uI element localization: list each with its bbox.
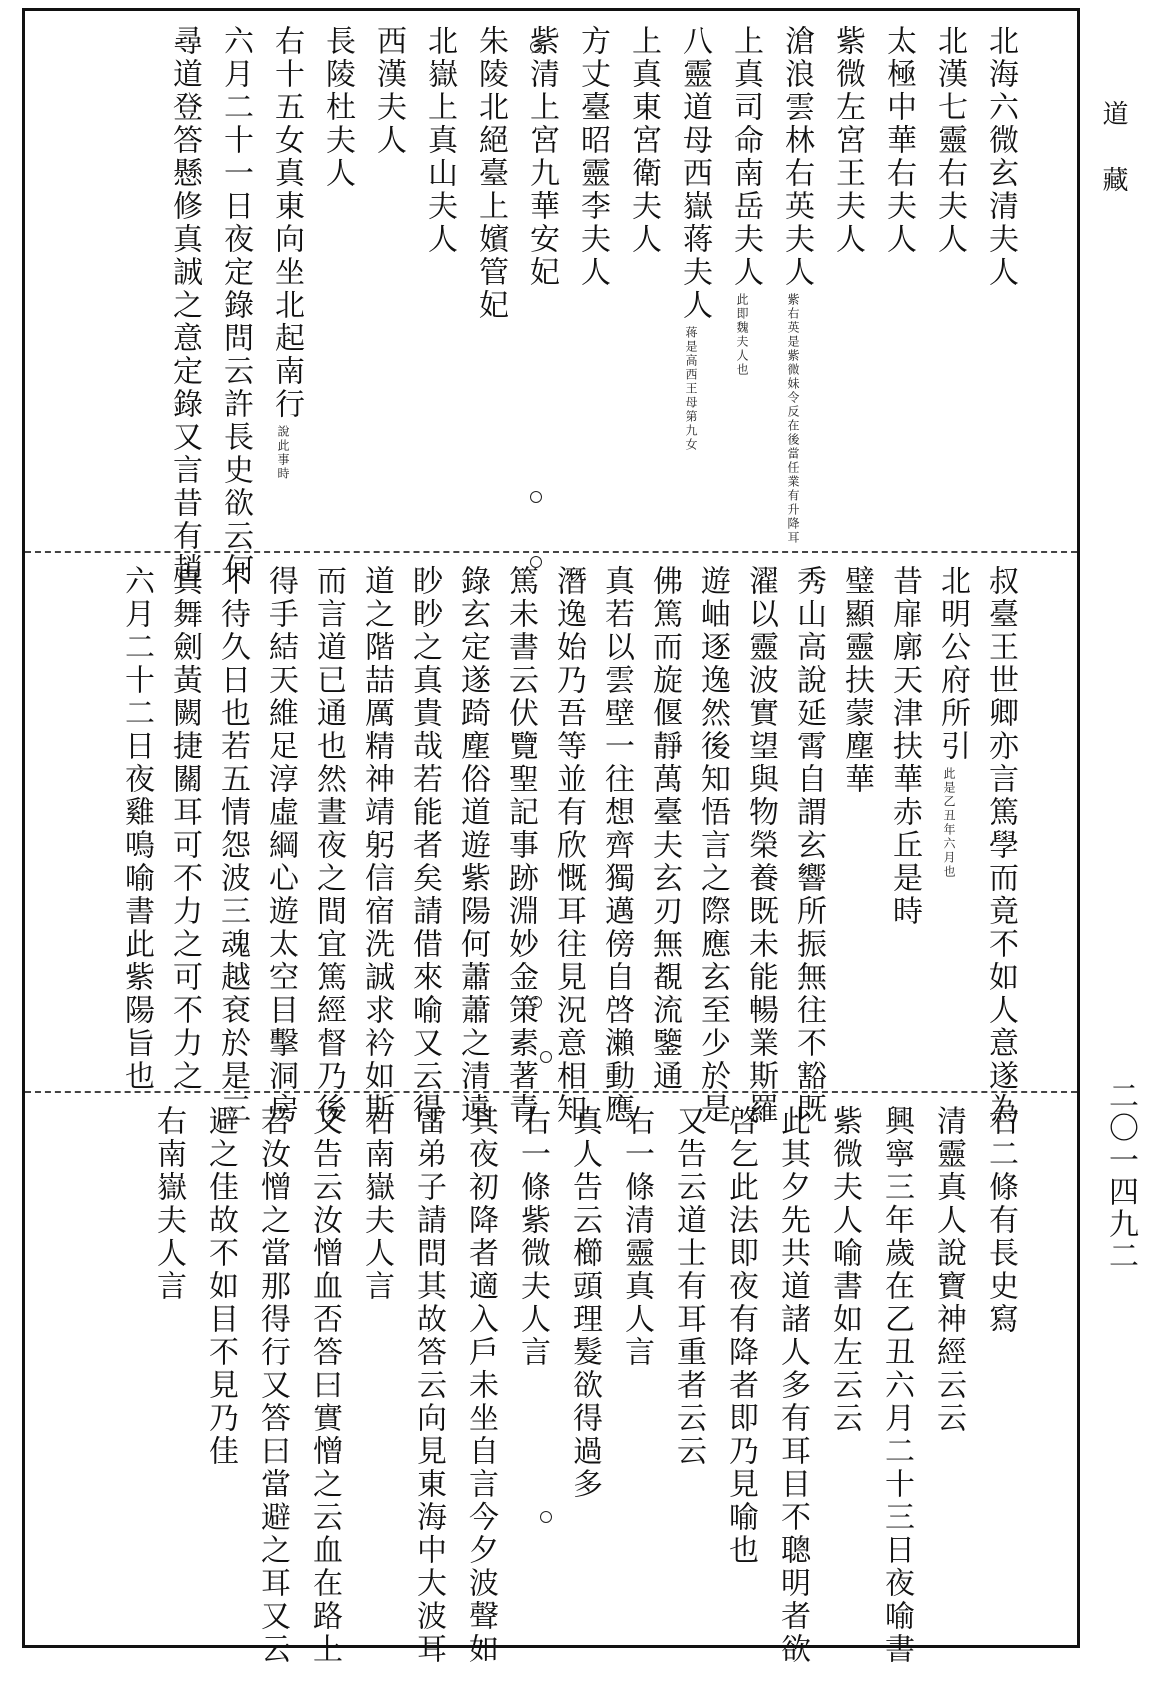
text-column: 太極中華右夫人 xyxy=(881,25,916,256)
text-column: 不待久日也若五情怨波三魂越袞於是三 xyxy=(215,565,250,1126)
text-column: 尋道登答懸修真誠之意定錄又言昔有趙 xyxy=(167,25,202,586)
text-column: 右南嶽夫人言 xyxy=(151,1105,186,1303)
text-column: 右南嶽夫人言 xyxy=(359,1105,394,1303)
text-column: 清靈真人說寶神經云云 xyxy=(931,1105,966,1435)
text-column: 六月二十二日夜雞鳴喻書此紫陽旨也 xyxy=(119,565,154,1093)
collection-title: 道藏 xyxy=(1098,100,1128,232)
text-column: 紫清上宮九華安妃 xyxy=(524,25,559,289)
text-band-bottom xyxy=(25,1091,1077,1666)
text-column: 濯以靈波實望與物榮養既未能暢業斯羅 xyxy=(743,565,778,1126)
text-column: 又告云道士有耳重者云云 xyxy=(671,1105,706,1468)
page-frame xyxy=(22,8,1080,1666)
annotation-note: 此是乙丑年六月也 xyxy=(942,767,956,879)
text-column: 北嶽上真山夫人 xyxy=(422,25,457,256)
text-column: 真人告云櫛頭理髮欲得過多 xyxy=(567,1105,602,1501)
text-column: 西漢夫人 xyxy=(371,25,406,157)
text-column: 璧顯靈扶蒙塵華 xyxy=(839,565,874,796)
punctuation-circle xyxy=(540,1051,552,1063)
text-column: 長陵杜夫人 xyxy=(320,25,355,190)
text-column: 昔扉廓天津扶華赤丘是時 xyxy=(887,565,922,928)
annotation-note: 紫右英是紫微妹令反在後當任業有升降耳 xyxy=(786,293,800,545)
annotation-note: 此即魏夫人也 xyxy=(735,293,749,377)
text-column: 潛逸始乃吾等並有欣慨耳往見況意相知 xyxy=(551,565,586,1126)
text-column: 又告云汝憎血否答曰實憎之云血在路上 xyxy=(307,1105,342,1666)
text-column: 其夜初降者適入戶未坐自言今夕波聲如 xyxy=(463,1105,498,1666)
text-column: 錄玄定遂踦塵俗道遊紫陽何蕭蕭之清遠 xyxy=(455,565,490,1126)
text-column: 而言道已通也然晝夜之間宜篤經督乃後 xyxy=(311,565,346,1126)
text-column: 右一條清靈真人言 xyxy=(619,1105,654,1369)
text-column: 啓乞此法即夜有降者即乃見喻也 xyxy=(723,1105,758,1567)
text-column: 道之階喆厲精神靖躬信宿洗誠求衿如斯 xyxy=(359,565,394,1126)
text-column: 此其夕先共道諸人多有耳目不聰明者欲 xyxy=(775,1105,810,1666)
text-column: 避之佳故不如目不見乃佳 xyxy=(203,1105,238,1468)
text-column: 秀山高說延霄自謂玄響所振無往不豁既 xyxy=(791,565,826,1126)
text-column: 上真東宮衛夫人 xyxy=(626,25,661,256)
text-column: 滄浪雲林右英夫人 xyxy=(779,25,814,289)
punctuation-circle xyxy=(540,1511,552,1523)
text-column: 雷弟子請問其故答云向見東海中大波耳 xyxy=(411,1105,446,1666)
text-column: 右十五女真東向坐北起南行 xyxy=(269,25,304,421)
text-column: 北漢七靈右夫人 xyxy=(932,25,967,256)
text-column: 方丈臺昭靈李夫人 xyxy=(575,25,610,289)
text-column: 上真司命南岳夫人 xyxy=(728,25,763,289)
text-column: 真若以雲壁一往想齊獨邁傍自啓瀨動應 xyxy=(599,565,634,1126)
text-column: 朱陵北絕臺上嬪管妃 xyxy=(473,25,508,322)
text-band-top xyxy=(25,11,1077,586)
text-column: 若汝憎之當那得行又答曰當避之耳又云 xyxy=(255,1105,290,1666)
text-band-middle xyxy=(25,551,1077,1126)
punctuation-circle xyxy=(530,556,542,568)
punctuation-circle xyxy=(530,491,542,503)
text-column: 佛篤而旋偃靜萬臺夫玄刃無覩流鑒通 xyxy=(647,565,682,1093)
text-column: 叔臺王世卿亦言篤學而竟不如人意遂為 xyxy=(983,565,1018,1126)
text-column: 六月二十一日夜定錄問云許長史欲云何 xyxy=(218,25,253,586)
annotation-note: 蒋是高西王母第九女 xyxy=(684,326,698,452)
text-column: 北明公府所引 xyxy=(935,565,970,763)
text-column: 興寧三年歲在乙丑六月二十三日夜喻書 xyxy=(879,1105,914,1666)
text-column: 篤未書云伏覽聖記事跡淵妙金策素著青 xyxy=(503,565,538,1126)
text-column: 北海六微玄清夫人 xyxy=(983,25,1018,289)
text-column: 真舞劍黃闕捷關耳可不力之可不力之 xyxy=(167,565,202,1093)
annotation-note: 說此事時 xyxy=(276,425,290,481)
page-number: 二〇一四九二 xyxy=(1103,1080,1138,1272)
punctuation-circle xyxy=(530,996,542,1008)
text-column: 遊岫逐逸然後知悟言之際應玄至少於是 xyxy=(695,565,730,1126)
punctuation-circle xyxy=(530,41,542,53)
text-column: 右二條有長史寫 xyxy=(983,1105,1018,1336)
text-column: 八靈道母西嶽蒋夫人 xyxy=(677,25,712,322)
text-column: 眇眇之真貴哉若能者矣請借來喻又云得 xyxy=(407,565,442,1126)
text-column: 紫微夫人喻書如左云云 xyxy=(827,1105,862,1435)
text-column: 右一條紫微夫人言 xyxy=(515,1105,550,1369)
text-column: 紫微左宮王夫人 xyxy=(830,25,865,256)
text-column: 得手結天維足淳虛綱心遊太空目擊洞房 xyxy=(263,565,298,1126)
